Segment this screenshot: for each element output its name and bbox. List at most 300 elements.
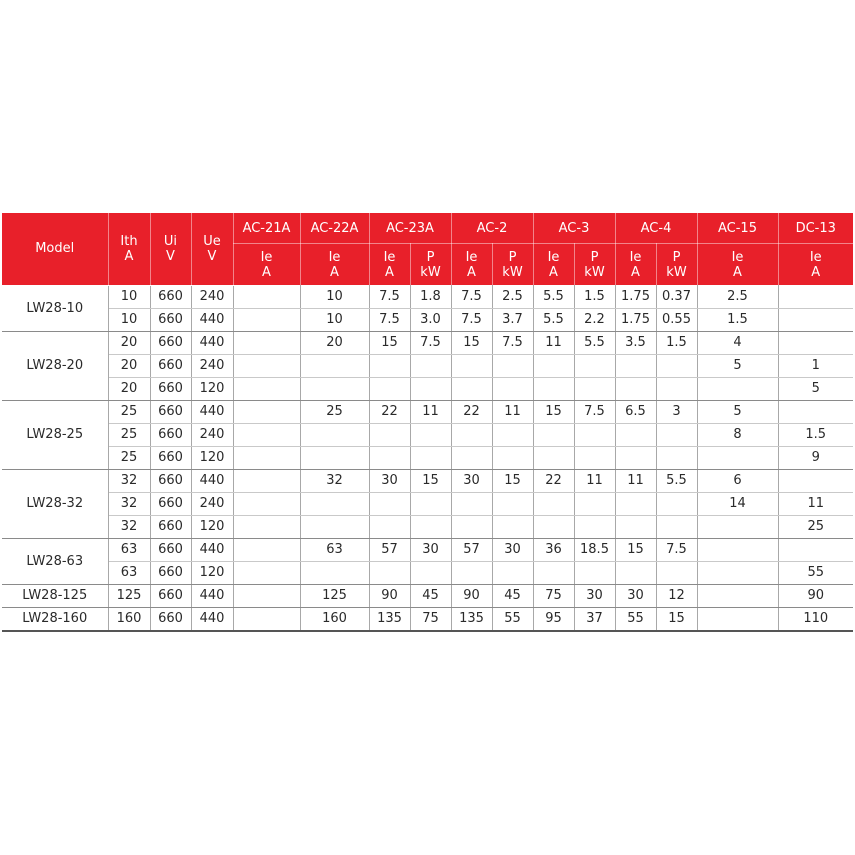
table-cell: 7.5 (656, 538, 697, 561)
table-cell (451, 561, 492, 584)
header-ith (108, 213, 150, 285)
header-sub-line: kW (666, 264, 687, 280)
table-cell (697, 446, 778, 469)
table-cell: 22 (533, 469, 574, 492)
table-cell: 10 (300, 308, 369, 331)
table-cell (533, 515, 574, 538)
table-cell (369, 492, 410, 515)
table-cell (656, 492, 697, 515)
model-cell: LW28-10 (2, 285, 108, 331)
table-cell (697, 607, 778, 631)
table-cell (451, 446, 492, 469)
header-sub-line: kW (584, 264, 605, 280)
table-cell: 25 (108, 423, 150, 446)
table-cell (615, 561, 656, 584)
table-row (2, 446, 853, 469)
header-sub-ac-22a-ie (300, 244, 369, 286)
header-group-ac-3: AC-3 (533, 213, 615, 244)
table-cell: 25 (778, 515, 853, 538)
table-cell: 10 (108, 308, 150, 331)
table-cell: 45 (492, 584, 533, 607)
table-cell (574, 446, 615, 469)
header-sub-line: P (672, 249, 681, 265)
table-cell: 7.5 (369, 308, 410, 331)
table-cell: 7.5 (451, 308, 492, 331)
header-sub-line: A (385, 264, 394, 280)
table-cell (369, 354, 410, 377)
table-cell (574, 515, 615, 538)
table-cell (492, 377, 533, 400)
table-cell (533, 423, 574, 446)
table-row (2, 607, 853, 631)
table-cell: 440 (191, 331, 233, 354)
table-row (2, 561, 853, 584)
table-cell: 11 (574, 469, 615, 492)
header-group-ac-4: AC-4 (615, 213, 697, 244)
table-cell: 660 (150, 584, 191, 607)
table-cell (233, 446, 300, 469)
table-cell (233, 584, 300, 607)
table-cell (300, 423, 369, 446)
table-cell: 55 (615, 607, 656, 631)
table-cell: 135 (451, 607, 492, 631)
table-cell: 660 (150, 515, 191, 538)
table-cell (233, 423, 300, 446)
table-cell: 55 (778, 561, 853, 584)
table-cell: 3.7 (492, 308, 533, 331)
table-cell: 30 (615, 584, 656, 607)
header-ue-unit: V (207, 248, 217, 264)
table-cell: 30 (451, 469, 492, 492)
table-cell (233, 469, 300, 492)
table-cell (300, 446, 369, 469)
header-group-row (2, 213, 853, 244)
table-cell (492, 561, 533, 584)
table-cell (492, 423, 533, 446)
table-cell: 660 (150, 446, 191, 469)
table-cell (369, 561, 410, 584)
table-cell (233, 400, 300, 423)
header-ith-label: Ith (120, 233, 138, 249)
table-cell: 120 (191, 515, 233, 538)
table-cell: 160 (108, 607, 150, 631)
table-cell: 660 (150, 377, 191, 400)
table-cell (492, 446, 533, 469)
table-cell (697, 515, 778, 538)
table-cell (300, 377, 369, 400)
header-ui (150, 213, 191, 285)
header-sub-dc-13-ie (778, 244, 853, 286)
table-cell: 15 (656, 607, 697, 631)
table-row (2, 515, 853, 538)
table-row (2, 308, 853, 331)
table-cell: 12 (656, 584, 697, 607)
table-cell: 1.5 (574, 285, 615, 308)
header-sub-line: A (631, 264, 640, 280)
table-cell: 7.5 (492, 331, 533, 354)
table-cell: 660 (150, 308, 191, 331)
header-sub-line: P (426, 249, 435, 265)
table-cell: 30 (574, 584, 615, 607)
table-cell (451, 492, 492, 515)
table-cell: 660 (150, 423, 191, 446)
header-sub-line: A (467, 264, 476, 280)
table-cell (451, 354, 492, 377)
table-cell: 11 (778, 492, 853, 515)
table-cell (300, 354, 369, 377)
table-cell: 11 (533, 331, 574, 354)
table-cell: 660 (150, 561, 191, 584)
table-cell: 32 (300, 469, 369, 492)
table-cell (451, 377, 492, 400)
table-cell: 1 (778, 354, 853, 377)
table-cell: 120 (191, 446, 233, 469)
table-cell (492, 354, 533, 377)
table-cell: 32 (108, 469, 150, 492)
table-cell (697, 561, 778, 584)
header-sub-line: Ie (731, 249, 744, 265)
table-cell (369, 446, 410, 469)
header-sub-ac-23a-p (410, 244, 451, 286)
header-sub-line: Ie (809, 249, 822, 265)
table-cell (697, 377, 778, 400)
table-cell: 5.5 (533, 308, 574, 331)
table-cell: 45 (410, 584, 451, 607)
table-cell: 15 (533, 400, 574, 423)
table-cell: 20 (108, 377, 150, 400)
table-cell (233, 354, 300, 377)
model-cell: LW28-32 (2, 469, 108, 538)
table-cell (615, 515, 656, 538)
table-cell (574, 423, 615, 446)
table-cell: 6.5 (615, 400, 656, 423)
table-cell (778, 400, 853, 423)
header-sub-line: A (811, 264, 821, 280)
table-cell: 14 (697, 492, 778, 515)
table-cell: 15 (410, 469, 451, 492)
table-row (2, 285, 853, 308)
table-body (2, 285, 853, 631)
table-cell: 5.5 (533, 285, 574, 308)
table-cell: 11 (615, 469, 656, 492)
table-cell: 36 (533, 538, 574, 561)
model-cell: LW28-125 (2, 584, 108, 607)
table-cell: 125 (108, 584, 150, 607)
table-cell: 8 (697, 423, 778, 446)
header-sub-line: P (508, 249, 517, 265)
table-cell: 660 (150, 400, 191, 423)
table-cell: 10 (300, 285, 369, 308)
header-model-label: Model (35, 241, 75, 257)
table-cell (451, 423, 492, 446)
table-cell: 4 (697, 331, 778, 354)
table-cell: 125 (300, 584, 369, 607)
header-sub-line: Ie (328, 249, 341, 265)
table-cell (778, 538, 853, 561)
table-cell (533, 561, 574, 584)
table-cell: 240 (191, 354, 233, 377)
header-sub-line: Ie (547, 249, 560, 265)
header-group-ac-15: AC-15 (697, 213, 778, 244)
header-sub-line: A (262, 264, 271, 280)
table-cell (533, 354, 574, 377)
table-cell (778, 469, 853, 492)
header-sub-line: kW (420, 264, 441, 280)
table-cell (300, 492, 369, 515)
table-cell (410, 423, 451, 446)
table-cell (492, 492, 533, 515)
header-sub-ac-3-p (574, 244, 615, 286)
header-sub-line: Ie (260, 249, 273, 265)
table-cell: 3 (656, 400, 697, 423)
header-sub-ac-2-p (492, 244, 533, 286)
header-sub-ac-3-ie (533, 244, 574, 286)
table-cell: 240 (191, 423, 233, 446)
header-sub-ac-21a-ie (233, 244, 300, 286)
table-cell: 10 (108, 285, 150, 308)
table-cell: 30 (410, 538, 451, 561)
table-cell: 2.2 (574, 308, 615, 331)
table-cell: 240 (191, 492, 233, 515)
table-cell: 75 (410, 607, 451, 631)
header-sub-ac-2-ie (451, 244, 492, 286)
table-cell: 63 (108, 538, 150, 561)
table-cell (615, 354, 656, 377)
table-cell: 2.5 (492, 285, 533, 308)
table-cell: 15 (492, 469, 533, 492)
table-cell (697, 538, 778, 561)
header-sub-line: P (590, 249, 599, 265)
table-cell: 11 (492, 400, 533, 423)
table-cell: 7.5 (369, 285, 410, 308)
table-cell (656, 423, 697, 446)
header-sub-ac-15-ie (697, 244, 778, 286)
header-sub-line: A (549, 264, 558, 280)
table-cell: 20 (108, 331, 150, 354)
header-ui-label: Ui (163, 233, 178, 249)
table-cell: 1.75 (615, 308, 656, 331)
table-cell (410, 515, 451, 538)
table-cell: 110 (778, 607, 853, 631)
header-ui-unit: V (166, 248, 175, 264)
table-cell (615, 377, 656, 400)
table-cell: 90 (451, 584, 492, 607)
table-cell: 57 (369, 538, 410, 561)
table-row (2, 492, 853, 515)
table-cell (410, 561, 451, 584)
table-cell: 660 (150, 538, 191, 561)
table-cell (778, 308, 853, 331)
table-cell: 120 (191, 377, 233, 400)
table-cell: 5 (778, 377, 853, 400)
table-cell: 660 (150, 469, 191, 492)
table-cell: 22 (451, 400, 492, 423)
header-sub-line: Ie (465, 249, 478, 265)
table-cell: 15 (615, 538, 656, 561)
table-row (2, 538, 853, 561)
table-cell: 15 (369, 331, 410, 354)
table-cell: 57 (451, 538, 492, 561)
table-cell: 18.5 (574, 538, 615, 561)
table-cell: 55 (492, 607, 533, 631)
table-cell: 75 (533, 584, 574, 607)
table-cell (410, 377, 451, 400)
table-cell: 1.5 (656, 331, 697, 354)
table-cell: 240 (191, 285, 233, 308)
table-cell (233, 492, 300, 515)
table-cell: 25 (108, 400, 150, 423)
table-cell: 20 (108, 354, 150, 377)
table-cell: 32 (108, 515, 150, 538)
table-row (2, 377, 853, 400)
table-cell: 660 (150, 354, 191, 377)
table-cell: 440 (191, 607, 233, 631)
table-cell (656, 446, 697, 469)
table-cell (233, 377, 300, 400)
table-cell: 25 (108, 446, 150, 469)
table-cell: 11 (410, 400, 451, 423)
table-cell: 63 (300, 538, 369, 561)
table-cell (233, 538, 300, 561)
table-cell: 90 (369, 584, 410, 607)
table-cell (233, 561, 300, 584)
table-cell (300, 561, 369, 584)
table-cell (778, 285, 853, 308)
table-cell (410, 492, 451, 515)
table-cell (615, 423, 656, 446)
table-cell: 0.55 (656, 308, 697, 331)
table-row (2, 423, 853, 446)
table-cell: 660 (150, 607, 191, 631)
table-cell: 1.5 (697, 308, 778, 331)
header-group-ac-23a: AC-23A (369, 213, 451, 244)
table-cell (656, 354, 697, 377)
table-cell (697, 584, 778, 607)
header-sub-ac-4-p (656, 244, 697, 286)
header-group-ac-2: AC-2 (451, 213, 533, 244)
table-row (2, 400, 853, 423)
table-cell: 95 (533, 607, 574, 631)
table-cell (615, 492, 656, 515)
table-cell (233, 331, 300, 354)
table-cell (233, 607, 300, 631)
table-cell: 32 (108, 492, 150, 515)
spec-table (2, 213, 853, 632)
table-cell (656, 377, 697, 400)
table-cell (233, 308, 300, 331)
table-cell: 660 (150, 285, 191, 308)
header-model (2, 213, 108, 285)
table-cell: 7.5 (451, 285, 492, 308)
table-cell: 660 (150, 331, 191, 354)
table-cell: 15 (451, 331, 492, 354)
model-cell: LW28-20 (2, 331, 108, 400)
table-cell: 20 (300, 331, 369, 354)
table-cell (300, 515, 369, 538)
table-row (2, 584, 853, 607)
model-cell: LW28-25 (2, 400, 108, 469)
header-ith-unit: A (124, 248, 134, 264)
header-sub-line: A (330, 264, 339, 280)
table-row (2, 469, 853, 492)
header-group-dc-13: DC-13 (778, 213, 853, 244)
table-cell (574, 354, 615, 377)
table-cell: 440 (191, 308, 233, 331)
table-cell: 7.5 (574, 400, 615, 423)
table-cell: 440 (191, 584, 233, 607)
model-cell: LW28-160 (2, 607, 108, 631)
header-group-ac-21a: AC-21A (233, 213, 300, 244)
table-cell (233, 285, 300, 308)
table-cell (492, 515, 533, 538)
header-sub-line: kW (502, 264, 523, 280)
table-cell (574, 492, 615, 515)
table-cell: 5 (697, 354, 778, 377)
table-cell (533, 446, 574, 469)
table-cell: 160 (300, 607, 369, 631)
table-cell (410, 446, 451, 469)
table-row (2, 354, 853, 377)
model-cell: LW28-63 (2, 538, 108, 584)
table-cell: 1.5 (778, 423, 853, 446)
header-ue-label: Ue (203, 233, 221, 249)
table-cell: 135 (369, 607, 410, 631)
table-cell: 30 (369, 469, 410, 492)
table-cell: 440 (191, 538, 233, 561)
header-sub-line: A (733, 264, 742, 280)
table-cell (369, 515, 410, 538)
table-cell (656, 515, 697, 538)
header-sub-ac-23a-ie (369, 244, 410, 286)
table-cell: 1.75 (615, 285, 656, 308)
table-cell: 2.5 (697, 285, 778, 308)
table-cell: 5 (697, 400, 778, 423)
table-cell: 22 (369, 400, 410, 423)
table-cell: 5.5 (656, 469, 697, 492)
table-cell: 37 (574, 607, 615, 631)
table-cell (778, 331, 853, 354)
table-row (2, 331, 853, 354)
table-header (2, 213, 853, 285)
table-cell (574, 561, 615, 584)
header-sub-line: Ie (629, 249, 642, 265)
header-sub-ac-4-ie (615, 244, 656, 286)
table-cell: 1.8 (410, 285, 451, 308)
table-cell: 6 (697, 469, 778, 492)
table-cell (656, 561, 697, 584)
table-cell: 0.37 (656, 285, 697, 308)
table-cell (574, 377, 615, 400)
table-cell: 25 (300, 400, 369, 423)
table-cell: 440 (191, 469, 233, 492)
table-cell: 440 (191, 400, 233, 423)
table-cell: 5.5 (574, 331, 615, 354)
table-cell (369, 423, 410, 446)
table-cell: 9 (778, 446, 853, 469)
table-cell: 3.0 (410, 308, 451, 331)
table-cell (533, 492, 574, 515)
table-cell: 660 (150, 492, 191, 515)
table-cell: 3.5 (615, 331, 656, 354)
table-cell: 30 (492, 538, 533, 561)
header-sub-line: Ie (383, 249, 396, 265)
table-cell: 90 (778, 584, 853, 607)
table-cell (369, 377, 410, 400)
table-cell (615, 446, 656, 469)
table-cell (451, 515, 492, 538)
table-cell (410, 354, 451, 377)
table-cell (233, 515, 300, 538)
